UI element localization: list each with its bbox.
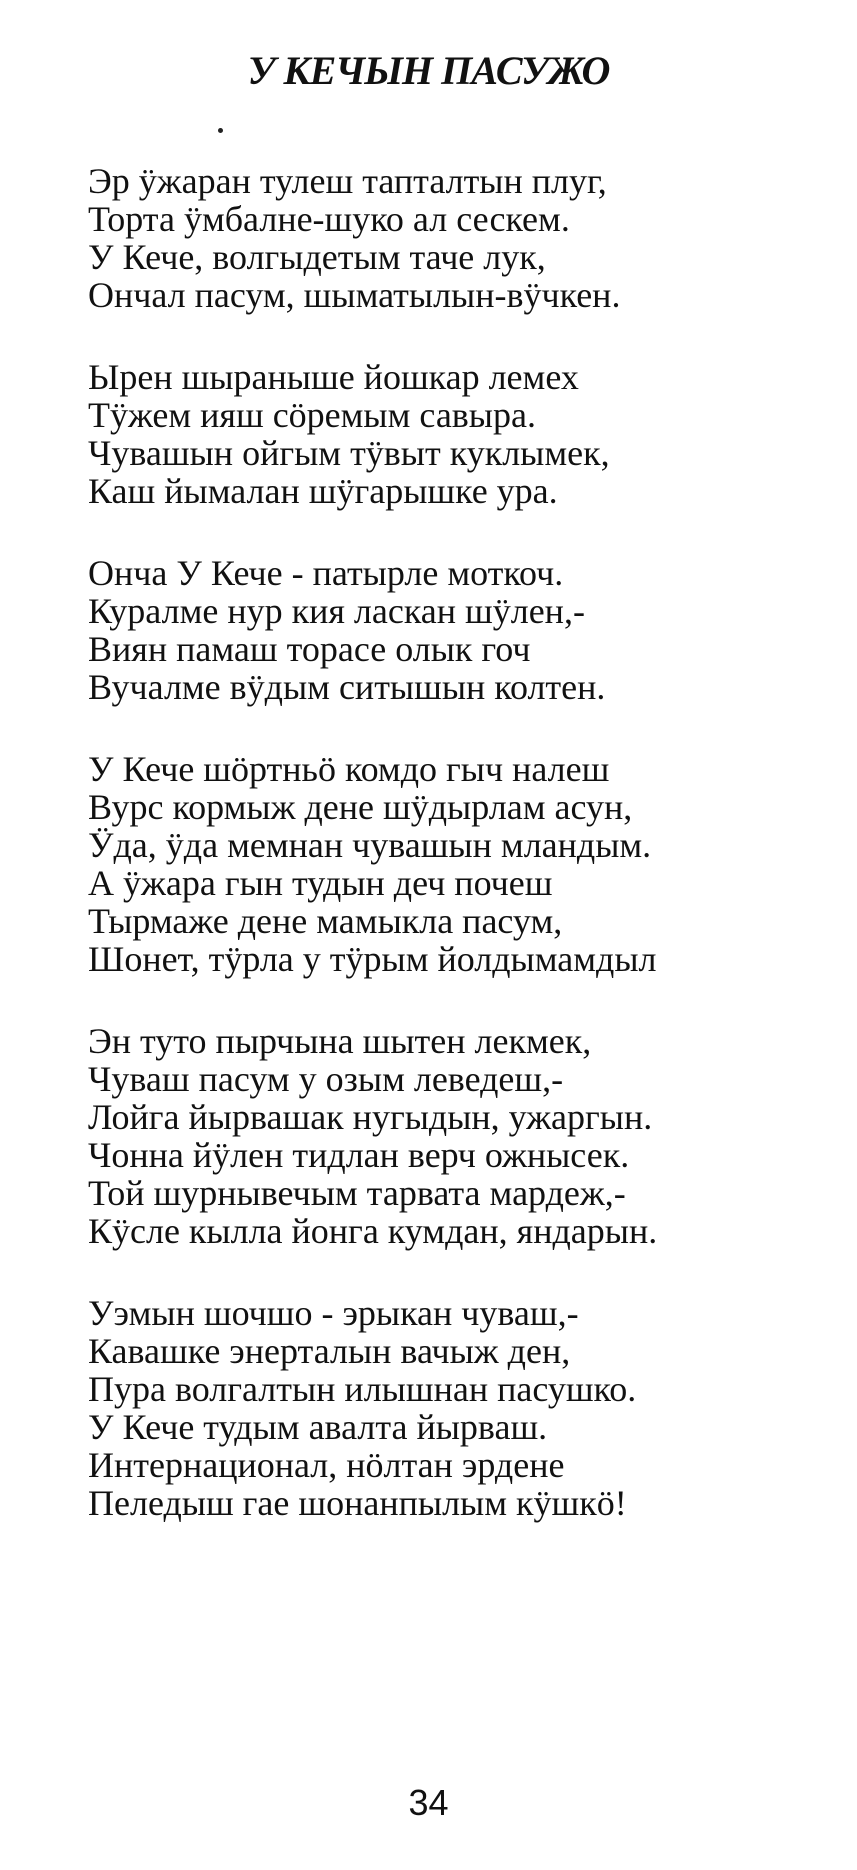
- poem-line: Кӱсле кылла йонга кумдан, яндарын.: [88, 1211, 658, 1251]
- poem-line: Кавашке энерталын вачыж ден,: [88, 1331, 571, 1371]
- poem-line: Чувашын ойгым тӱвыт куклымек,: [88, 433, 610, 473]
- poem-line: Тырмаже дене мамыкла пасум,: [88, 901, 563, 941]
- poem-body: [88, 162, 848, 1566]
- stanza-5: [88, 1022, 848, 1250]
- stanza-1: [88, 162, 848, 314]
- poem-line: Эр ӱжаран тулеш тапталтын плуг,: [88, 161, 607, 201]
- poem-line: У Кече, волгыдетым таче лук,: [88, 237, 546, 277]
- poem-line: Ончал пасум, шыматылын-вӱчкен.: [88, 275, 621, 315]
- stanza-6: [88, 1294, 848, 1522]
- poem-line: Уэмын шочшо - эрыкан чуваш,-: [88, 1293, 579, 1333]
- page-number: 34: [408, 1782, 449, 1823]
- poem-line: Онча У Кече - патырле моткоч.: [88, 553, 564, 593]
- poem-line: Интернационал, нӧлтан эрдене: [88, 1445, 565, 1485]
- poem-line: У Кече шӧртньӧ комдо гыч налеш: [88, 749, 610, 789]
- print-speck: [218, 128, 223, 133]
- stanza-2: [88, 358, 848, 510]
- poem-title: У КЕЧЫН ПАСУЖО: [247, 48, 610, 93]
- poem-line: Ӱда, ӱда мемнан чувашын мландым.: [88, 825, 652, 865]
- poem-line: Пeледыш гае шонанпылым кӱшкӧ!: [88, 1483, 627, 1523]
- poem-line: У Кече тудым авалта йырваш.: [88, 1407, 548, 1447]
- poem-line: Куралме нур кия ласкан шӱлен,-: [88, 591, 585, 631]
- poem-line: Вурс кормыж дене шӱдырлам асун,: [88, 787, 633, 827]
- poem-line: Той шурнывечым тарвата мардеж,-: [88, 1173, 626, 1213]
- poem-line: Пура волгалтын илышнан пасушко.: [88, 1369, 637, 1409]
- poem-line: Каш йымалан шӱгарышке ура.: [88, 471, 558, 511]
- stanza-3: [88, 554, 848, 706]
- poem-line: Торта ӱмбалне-шуко ал сескем.: [88, 199, 570, 239]
- poem-line: Шонет, тӱрла у тӱрым йолдымамдыл: [88, 939, 657, 979]
- poem-line: Лойга йырвашак нугыдын, ужаргын.: [88, 1097, 653, 1137]
- poem-line: Чуваш пасум у озым леведеш,-: [88, 1059, 564, 1099]
- poem-line: А ӱжара гын тудын деч почеш: [88, 863, 553, 903]
- poem-line: Ырен шыраныше йошкар лемех: [88, 357, 579, 397]
- poem-line: Тӱжем ияш сӧремым савыра.: [88, 395, 536, 435]
- poem-line: Виян памаш торасе олык гоч: [88, 629, 531, 669]
- poem-line: Эн туто пырчына шытен лекмек,: [88, 1021, 592, 1061]
- poem-line: Чонна йӱлен тидлан верч ожнысек.: [88, 1135, 630, 1175]
- poem-line: Вучалме вӱдым ситышын колтен.: [88, 667, 606, 707]
- stanza-4: [88, 750, 848, 978]
